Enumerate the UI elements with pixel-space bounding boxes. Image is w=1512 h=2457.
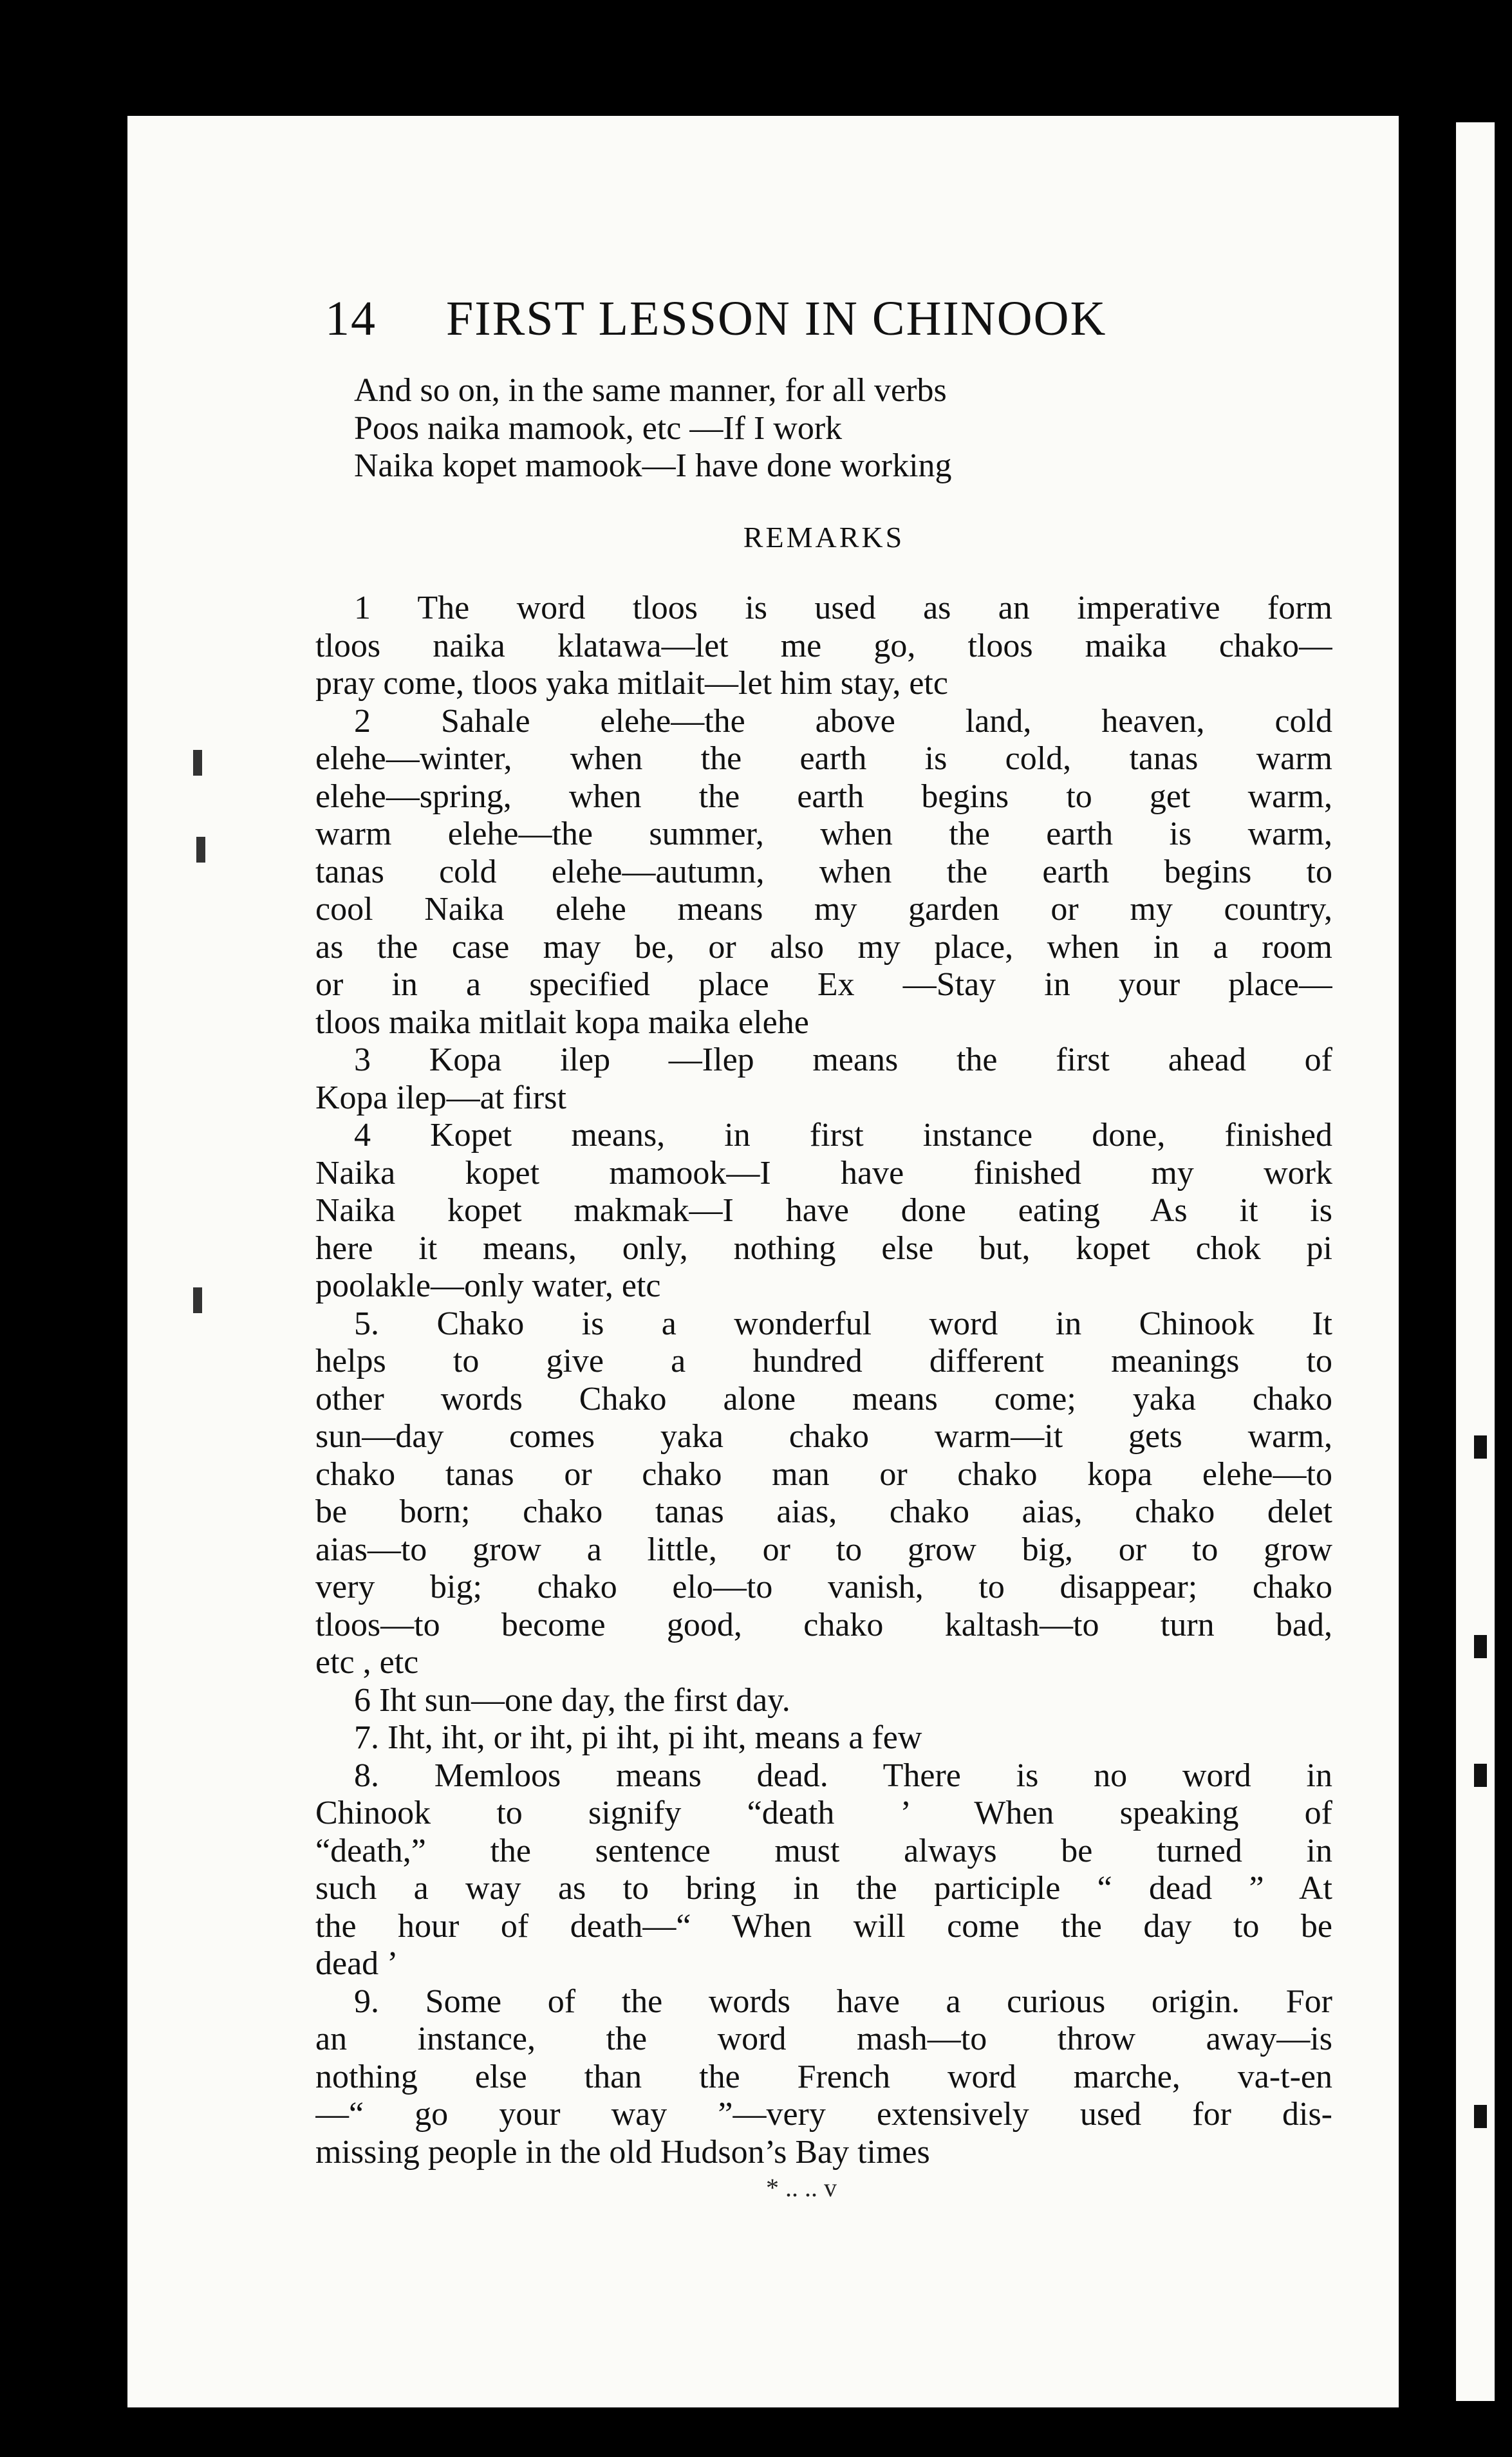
- text-line: sun—day comes yaka chako warm—it gets warm,: [315, 1418, 1332, 1455]
- text-line: tloos—to become good, chako kaltash—to turn bad,: [315, 1606, 1332, 1643]
- text-line: 1 The word tloos is used as an imperative form: [354, 590, 1332, 626]
- margin-mark: [193, 750, 202, 776]
- text-line: tloos maika mitlait kopa maika elehe: [315, 1004, 809, 1041]
- text-line: pray come, tloos yaka mitlait—let him stay, etc: [315, 665, 948, 702]
- paragraph-spacer: [315, 556, 1332, 590]
- text-line: tanas cold elehe—autumn, when the earth begins to: [315, 853, 1332, 890]
- text-line: Chinook to signify “death ’ When speaking of: [315, 1795, 1332, 1831]
- text-line: 4 Kopet means, in first instance done, finished: [354, 1117, 1332, 1154]
- next-page-fragment: [1474, 1435, 1487, 1459]
- text-line: tloos naika klatawa—let me go, tloos maika chako—: [315, 627, 1332, 664]
- text-line: cool Naika elehe means my garden or my country,: [315, 891, 1332, 928]
- text-line: 3 Kopa ilep —Ilep means the first ahead of: [354, 1042, 1332, 1078]
- text-line: 2 Sahale elehe—the above land, heaven, cold: [354, 702, 1332, 740]
- text-line: helps to give a hundred different meanings to: [315, 1343, 1332, 1379]
- page-body: [315, 372, 1332, 2171]
- text-line: here it means, only, nothing else but, kopet chok pi: [315, 1229, 1332, 1267]
- text-line: Naika kopet mamook—I have done working: [354, 447, 952, 484]
- running-head: [325, 291, 1291, 347]
- footer-marks: * .. .. v: [766, 2173, 837, 2202]
- text-line: 6 Iht sun—one day, the first day.: [354, 1681, 790, 1719]
- margin-mark: [196, 837, 205, 863]
- text-line: poolakle—only water, etc: [315, 1267, 661, 1304]
- next-page-fragment: [1474, 2105, 1487, 2128]
- text-line: chako tanas or chako man or chako kopa elehe—to: [315, 1455, 1332, 1493]
- text-line: Naika kopet mamook—I have finished my work: [315, 1154, 1332, 1191]
- text-line: 5. Chako is a wonderful word in Chinook It: [354, 1305, 1332, 1342]
- remarks-heading: REMARKS: [743, 520, 905, 554]
- text-line: 8. Memloos means dead. There is no word in: [354, 1757, 1332, 1794]
- text-line: as the case may be, or also my place, when in a room: [315, 928, 1332, 966]
- text-line: missing people in the old Hudson’s Bay times: [315, 2133, 930, 2171]
- text-line: And so on, in the same manner, for all verbs: [354, 372, 947, 409]
- text-line: elehe—winter, when the earth is cold, tanas warm: [315, 740, 1332, 777]
- text-line: an instance, the word mash—to throw away—is: [315, 2021, 1332, 2057]
- paragraph-spacer: [315, 485, 1332, 519]
- text-line: warm elehe—the summer, when the earth is warm,: [315, 816, 1332, 852]
- text-line: dead ’: [315, 1945, 398, 1982]
- text-line: 7. Iht, iht, or iht, pi iht, pi iht, means a few: [354, 1719, 922, 1756]
- text-line: Poos naika mamook, etc —If I work: [354, 409, 843, 447]
- next-page-fragment: [1474, 1635, 1487, 1658]
- text-line: etc , etc: [315, 1644, 419, 1681]
- text-line: —“ go your way ”—very extensively used for dis-: [315, 2096, 1332, 2133]
- text-line: Kopa ilep—at first: [315, 1079, 566, 1116]
- text-line: or in a specified place Ex —Stay in your place—: [315, 966, 1332, 1003]
- page-title: FIRST LESSON IN CHINOOK: [446, 292, 1107, 346]
- text-line: aias—to grow a little, or to grow big, or to grow: [315, 1531, 1332, 1568]
- page-number: 14: [325, 292, 377, 346]
- text-line: “death,” the sentence must always be turned in: [315, 1832, 1332, 1869]
- text-line: such a way as to bring in the participle “ dead ” At: [315, 1870, 1332, 1907]
- text-line: very big; chako elo—to vanish, to disappear; chako: [315, 1569, 1332, 1605]
- next-page-edge: [1456, 122, 1495, 2401]
- text-line: the hour of death—“ When will come the day to be: [315, 1907, 1332, 1945]
- text-line: be born; chako tanas aias, chako aias, chako delet: [315, 1493, 1332, 1530]
- text-line: 9. Some of the words have a curious origin. For: [354, 1983, 1332, 2020]
- text-line: elehe—spring, when the earth begins to get warm,: [315, 778, 1332, 815]
- text-line: nothing else than the French word marche, va-t-en: [315, 2058, 1332, 2095]
- next-page-fragment: [1474, 1764, 1487, 1787]
- text-line: Naika kopet makmak—I have done eating As it is: [315, 1192, 1332, 1229]
- text-line: other words Chako alone means come; yaka chako: [315, 1380, 1332, 1417]
- margin-mark: [193, 1287, 202, 1313]
